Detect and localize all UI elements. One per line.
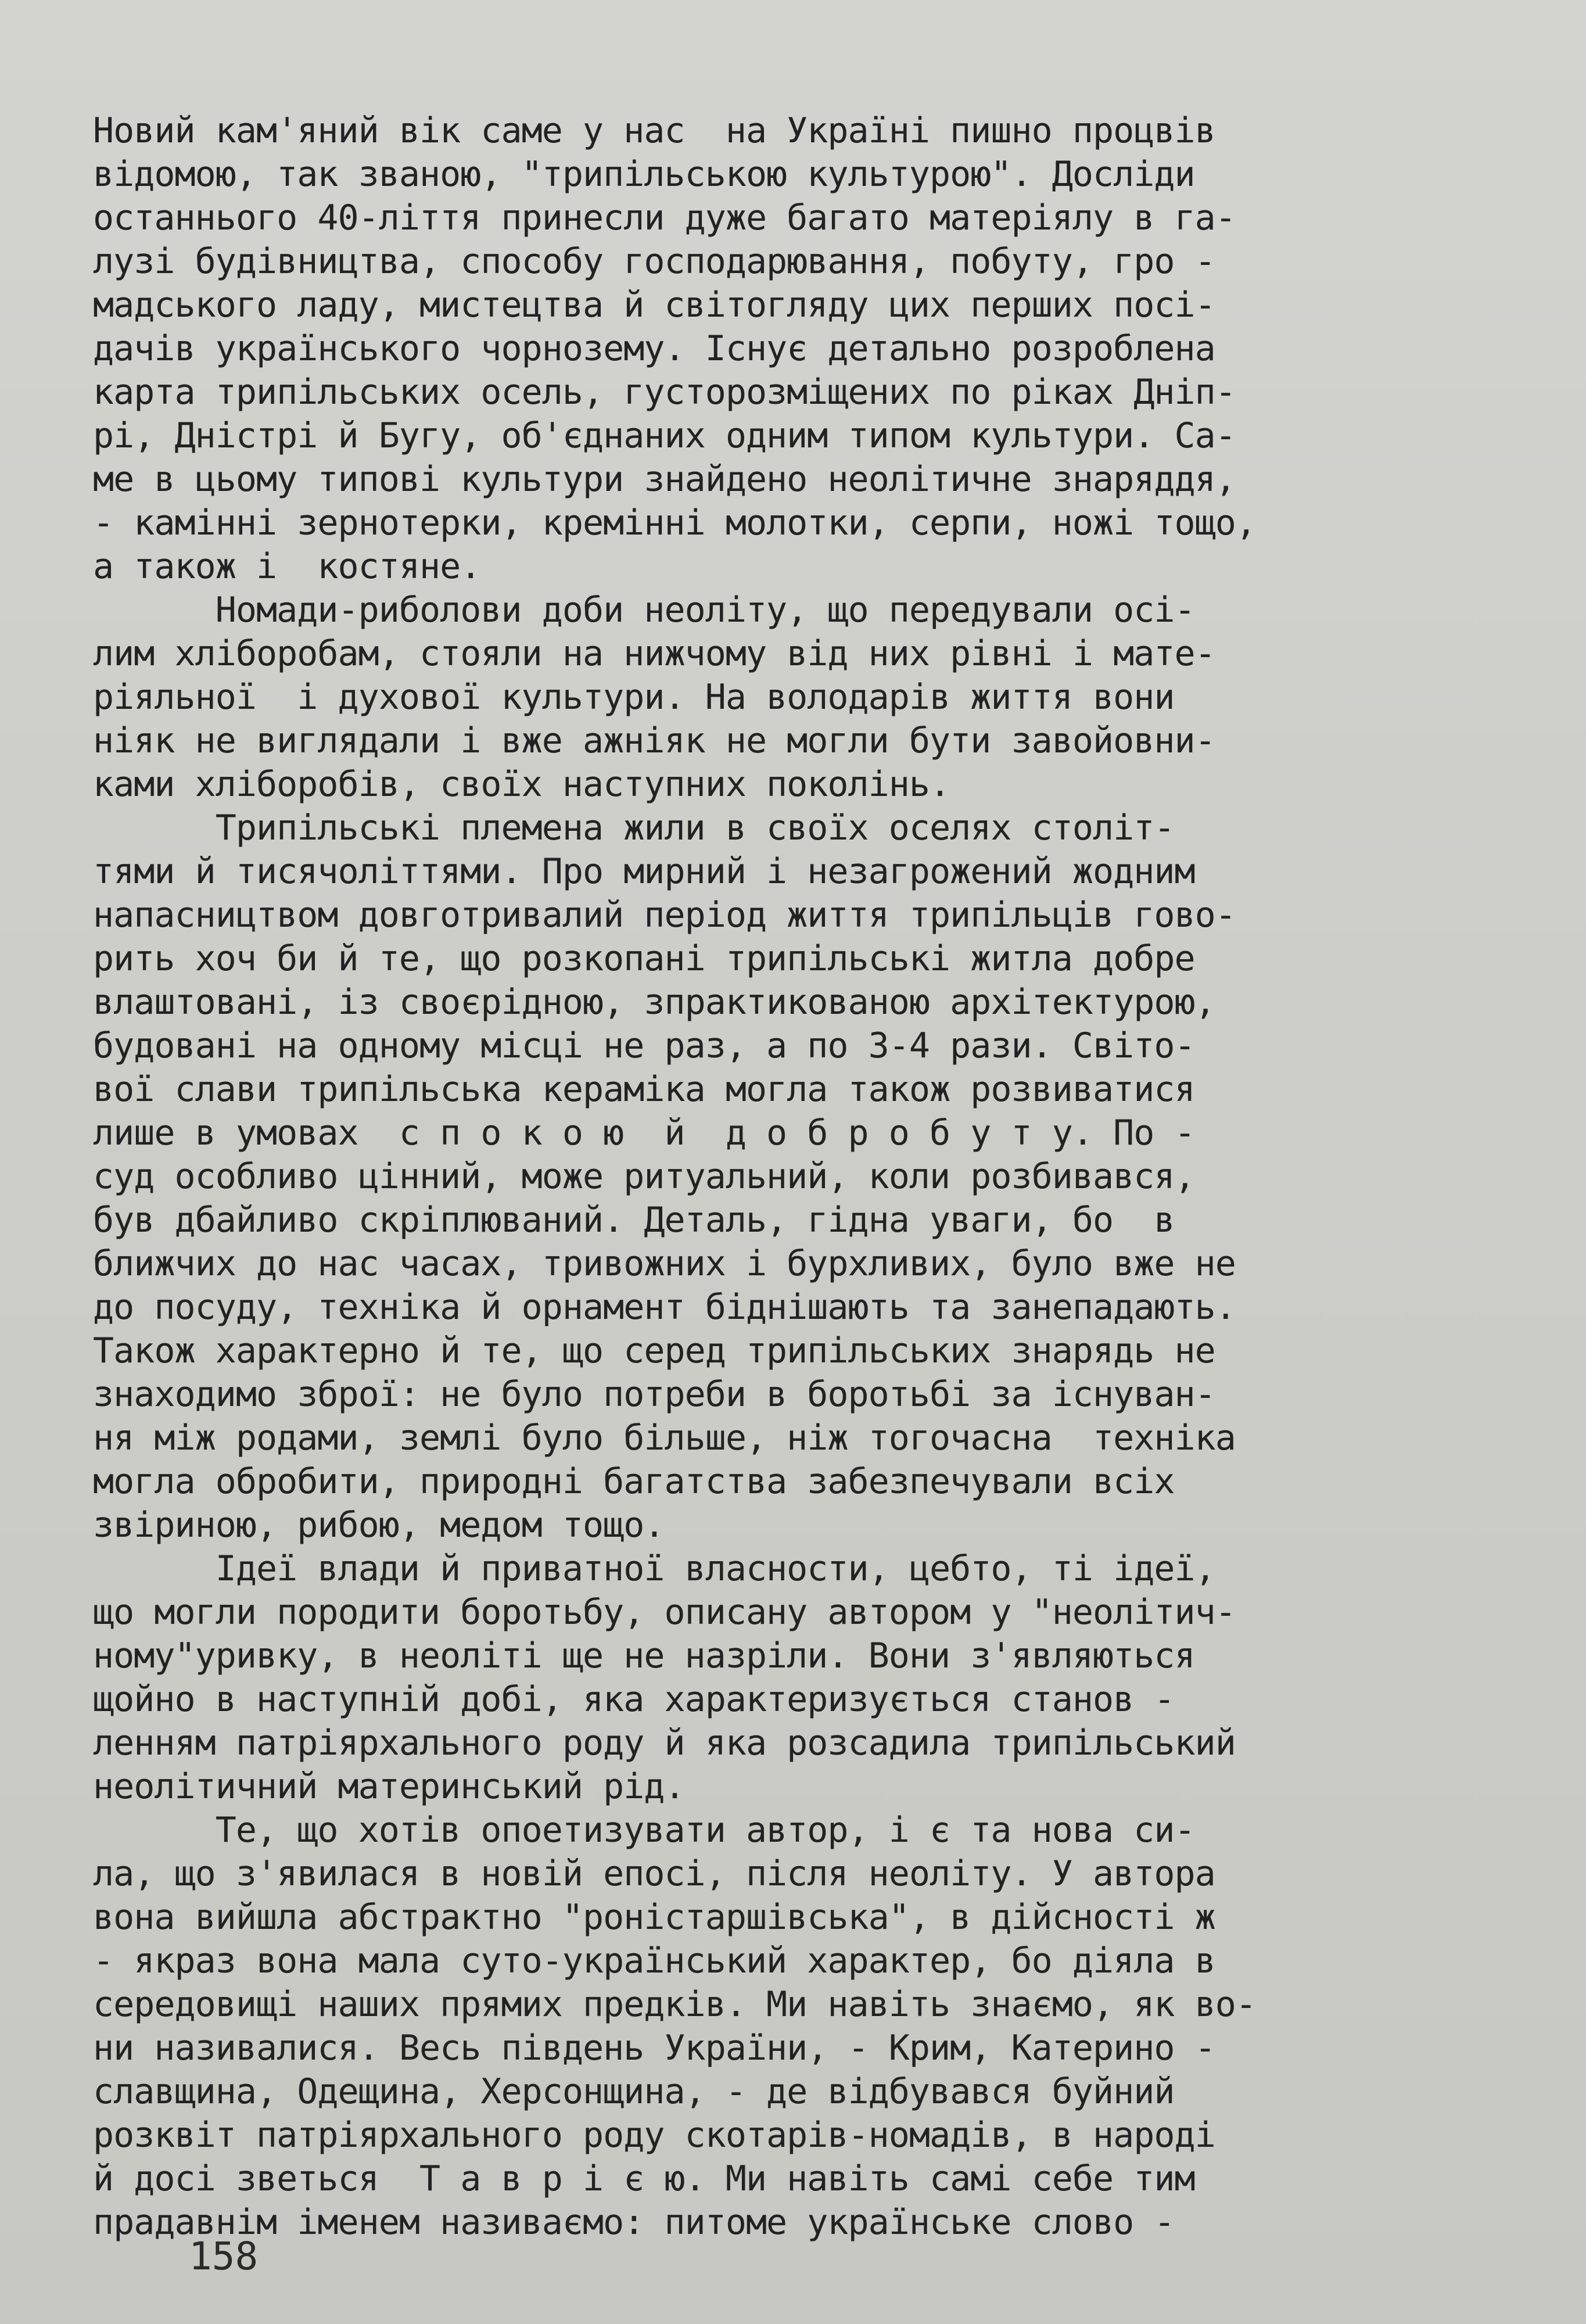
text-line: ни називалися. Весь південь України, - Крим, Катерино - bbox=[93, 2028, 1215, 2068]
text-line: ме в цьому типові культури знайдено неолітичне знаряддя, bbox=[93, 459, 1236, 500]
text-line: ному"уривку, в неоліті ще не назріли. Вони з'являються bbox=[93, 1636, 1195, 1676]
text-line: а також і костяне. bbox=[93, 546, 481, 587]
text-line: лише в умовах с п о к о ю й д о б р о б у т у. По - bbox=[93, 1113, 1195, 1153]
text-line: Трипільські племена жили в своїх оселях століт- bbox=[93, 808, 1175, 848]
text-line: ближчих до нас часах, тривожних і бурхливих, було вже не bbox=[93, 1243, 1236, 1284]
text-line: славщина, Одещина, Херсонщина, - де відбувався буйний bbox=[93, 2071, 1175, 2112]
text-line: ками хліборобів, своїх наступних поколінь. bbox=[93, 764, 950, 805]
text-line: ріяльної і духової культури. На володарів життя вони bbox=[93, 677, 1175, 718]
text-line: - камінні зернотерки, кремінні молотки, серпи, ножі тощо, bbox=[93, 503, 1257, 543]
text-line: неолітичний материнський рід. bbox=[93, 1766, 685, 1807]
text-line: карта трипільських осель, густорозміщених по ріках Дніп- bbox=[93, 372, 1236, 413]
text-line: розквіт патріярхального роду скотарів-номадів, в народі bbox=[93, 2115, 1215, 2156]
text-line: Те, що хотів опоетизувати автор, і є та нова си- bbox=[93, 1810, 1195, 1850]
text-line: відомою, так званою, "трипільською культурою". Досліди bbox=[93, 154, 1195, 195]
text-line: ня між родами, землі було більше, ніж тогочасна техніка bbox=[93, 1418, 1236, 1458]
text-line: Ідеї влади й приватної власности, цебто, ті ідеї, bbox=[93, 1548, 1215, 1589]
body-text bbox=[93, 109, 1510, 2244]
text-line: щойно в наступній добі, яка характеризується станов - bbox=[93, 1679, 1175, 1720]
text-line: до посуду, техніка й орнамент біднішають та занепадають. bbox=[93, 1287, 1236, 1328]
text-line: лузі будівництва, способу господарювання, побуту, гро - bbox=[93, 241, 1215, 282]
text-line: й досі зветься Т а в р і є ю. Ми навіть самі себе тим bbox=[93, 2158, 1195, 2199]
text-line: суд особливо цінний, може ритуальний, коли розбивався, bbox=[93, 1156, 1195, 1197]
text-line: Також характерно й те, що серед трипільських знарядь не bbox=[93, 1330, 1215, 1371]
text-line: будовані на одному місці не раз, а по 3-4 рази. Світо- bbox=[93, 1025, 1195, 1066]
text-line: рі, Дністрі й Бугу, об'єднаних одним типом культури. Са- bbox=[93, 415, 1236, 456]
text-line: могла обробити, природні багатства забезпечували всіх bbox=[93, 1461, 1175, 1502]
text-line: напасництвом довготривалий період життя трипільців гово- bbox=[93, 895, 1236, 935]
text-line: влаштовані, із своєрідною, зпрактикованою архітектурою, bbox=[93, 982, 1215, 1023]
text-line: лим хліборобам, стояли на нижчому від них рівні і мате- bbox=[93, 633, 1215, 674]
text-line: прадавнім іменем називаємо: питоме українське слово - bbox=[93, 2202, 1175, 2243]
text-line: Номади-риболови доби неоліту, що передували осі- bbox=[93, 590, 1195, 630]
text-line: звіриною, рибою, медом тощо. bbox=[93, 1505, 665, 1545]
text-line: мадського ладу, мистецтва й світогляду цих перших посі- bbox=[93, 285, 1215, 325]
text-line: дачів українського чорнозему. Існує детально розроблена bbox=[93, 328, 1215, 369]
text-line: що могли породити боротьбу, описану автором у "неолітич- bbox=[93, 1592, 1236, 1633]
text-line: - якраз вона мала суто-український характер, бо діяла в bbox=[93, 1941, 1215, 1981]
text-line: ла, що з'явилася в новій епосі, після неоліту. У автора bbox=[93, 1853, 1215, 1894]
text-line: знаходимо зброї: не було потреби в боротьбі за існуван- bbox=[93, 1374, 1215, 1415]
text-line: тями й тисячоліттями. Про мирний і незагрожений жодним bbox=[93, 851, 1195, 892]
text-line: вона вийшла абстрактно "роністаршівська", в дійсності ж bbox=[93, 1897, 1215, 1938]
page-number: 158 bbox=[189, 2234, 259, 2279]
text-line: ніяк не виглядали і вже ажніяк не могли бути завойовни- bbox=[93, 720, 1215, 761]
text-line: вої слави трипільська кераміка могла також розвиватися bbox=[93, 1069, 1195, 1110]
text-line: ленням патріярхального роду й яка розсадила трипільський bbox=[93, 1723, 1236, 1763]
text-line: середовищі наших прямих предків. Ми навіть знаємо, як во- bbox=[93, 1984, 1257, 2025]
text-line: рить хоч би й те, що розкопані трипільські житла добре bbox=[93, 938, 1195, 979]
text-line: був дбайливо скріплюваний. Деталь, гідна уваги, бо в bbox=[93, 1200, 1175, 1240]
text-line: останнього 40-ліття принесли дуже багато матеріялу в га- bbox=[93, 198, 1236, 238]
text-line: Новий кам'яний вік саме у нас на Україні пишно процвів bbox=[93, 110, 1215, 151]
